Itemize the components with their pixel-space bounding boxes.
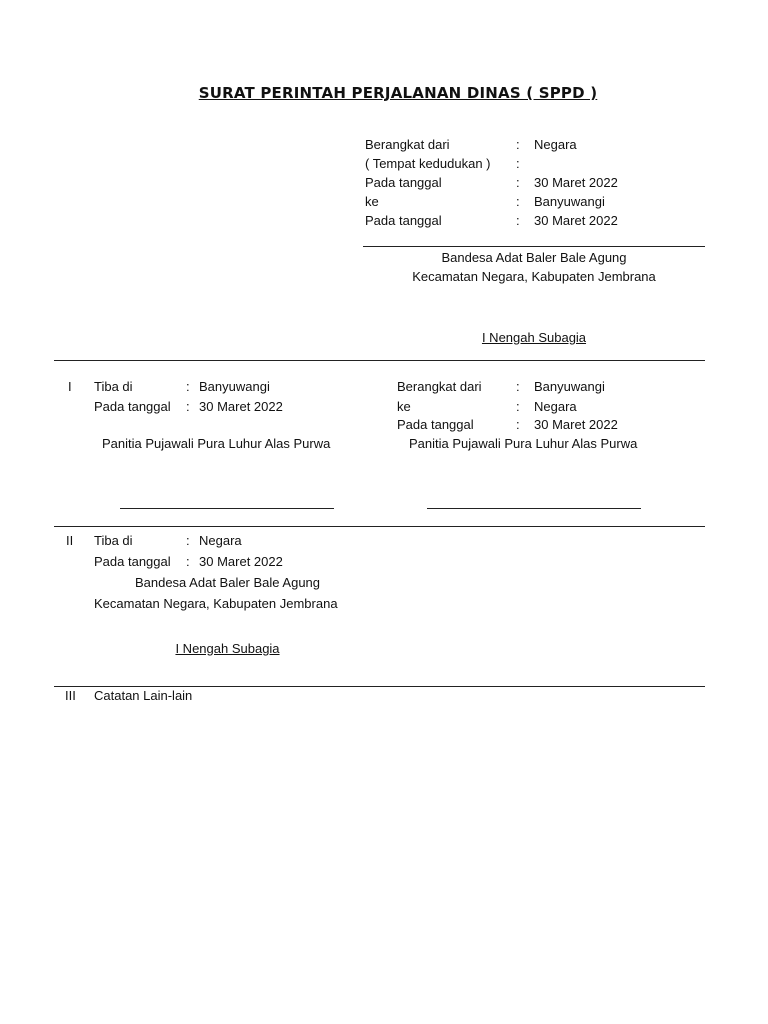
section-2-number: II (66, 533, 74, 548)
document-title: SURAT PERINTAH PERJALANAN DINAS ( SPPD ) (198, 84, 598, 102)
header-org-line2: Kecamatan Negara, Kabupaten Jembrana (412, 269, 656, 284)
section-3-number: III (65, 688, 76, 703)
s1-right-value-to: Negara (534, 399, 577, 414)
s2-colon: : (186, 533, 190, 548)
s1-left-value-date: 30 Maret 2022 (199, 399, 283, 414)
section-1-number: I (68, 379, 72, 394)
section-divider (54, 526, 705, 527)
s1-left-colon: : (186, 399, 190, 414)
header-label-seat: ( Tempat kedudukan ) (365, 156, 491, 171)
header-label-date: Pada tanggal (365, 175, 442, 190)
s1-right-colon: : (516, 417, 520, 432)
header-value-to: Banyuwangi (534, 194, 605, 209)
s1-left-colon: : (186, 379, 190, 394)
s1-right-value-date: 30 Maret 2022 (534, 417, 618, 432)
s1-left-label-date: Pada tanggal (94, 399, 171, 414)
header-colon: : (516, 175, 520, 190)
s1-right-label-date: Pada tanggal (397, 417, 474, 432)
s1-left-org: Panitia Pujawali Pura Luhur Alas Purwa (102, 436, 331, 451)
header-divider (363, 246, 705, 247)
header-value-date: 30 Maret 2022 (534, 175, 618, 190)
s1-right-colon: : (516, 399, 520, 414)
s2-label-arrive: Tiba di (94, 533, 133, 548)
header-label-depart: Berangkat dari (365, 137, 450, 152)
header-label-to: ke (365, 194, 379, 209)
s2-org-line1: Bandesa Adat Baler Bale Agung (134, 575, 321, 590)
s2-label-date: Pada tanggal (94, 554, 171, 569)
header-label-date2: Pada tanggal (365, 213, 442, 228)
header-value-depart: Negara (534, 137, 577, 152)
s2-signer-name: I Nengah Subagia (175, 641, 280, 656)
header-colon: : (516, 156, 520, 171)
header-value-date2: 30 Maret 2022 (534, 213, 618, 228)
header-signer-name: I Nengah Subagia (481, 330, 587, 345)
section-divider (54, 360, 705, 361)
header-colon: : (516, 137, 520, 152)
s1-left-value-arrive: Banyuwangi (199, 379, 270, 394)
s3-label-notes: Catatan Lain-lain (94, 688, 193, 703)
s1-right-label-to: ke (397, 399, 411, 414)
s2-org-line2: Kecamatan Negara, Kabupaten Jembrana (94, 596, 338, 611)
s1-right-colon: : (516, 379, 520, 394)
s1-right-label-depart: Berangkat dari (397, 379, 482, 394)
s1-right-value-depart: Banyuwangi (534, 379, 605, 394)
header-org-line1: Bandesa Adat Baler Bale Agung (441, 250, 627, 265)
section-divider (54, 686, 705, 687)
s2-value-arrive: Negara (199, 533, 242, 548)
header-colon: : (516, 194, 520, 209)
s2-value-date: 30 Maret 2022 (199, 554, 283, 569)
s1-left-signature-line (120, 508, 334, 509)
s1-left-label-arrive: Tiba di (94, 379, 133, 394)
s2-colon: : (186, 554, 190, 569)
s1-right-signature-line (427, 508, 641, 509)
s1-right-org: Panitia Pujawali Pura Luhur Alas Purwa (409, 436, 638, 451)
header-colon: : (516, 213, 520, 228)
